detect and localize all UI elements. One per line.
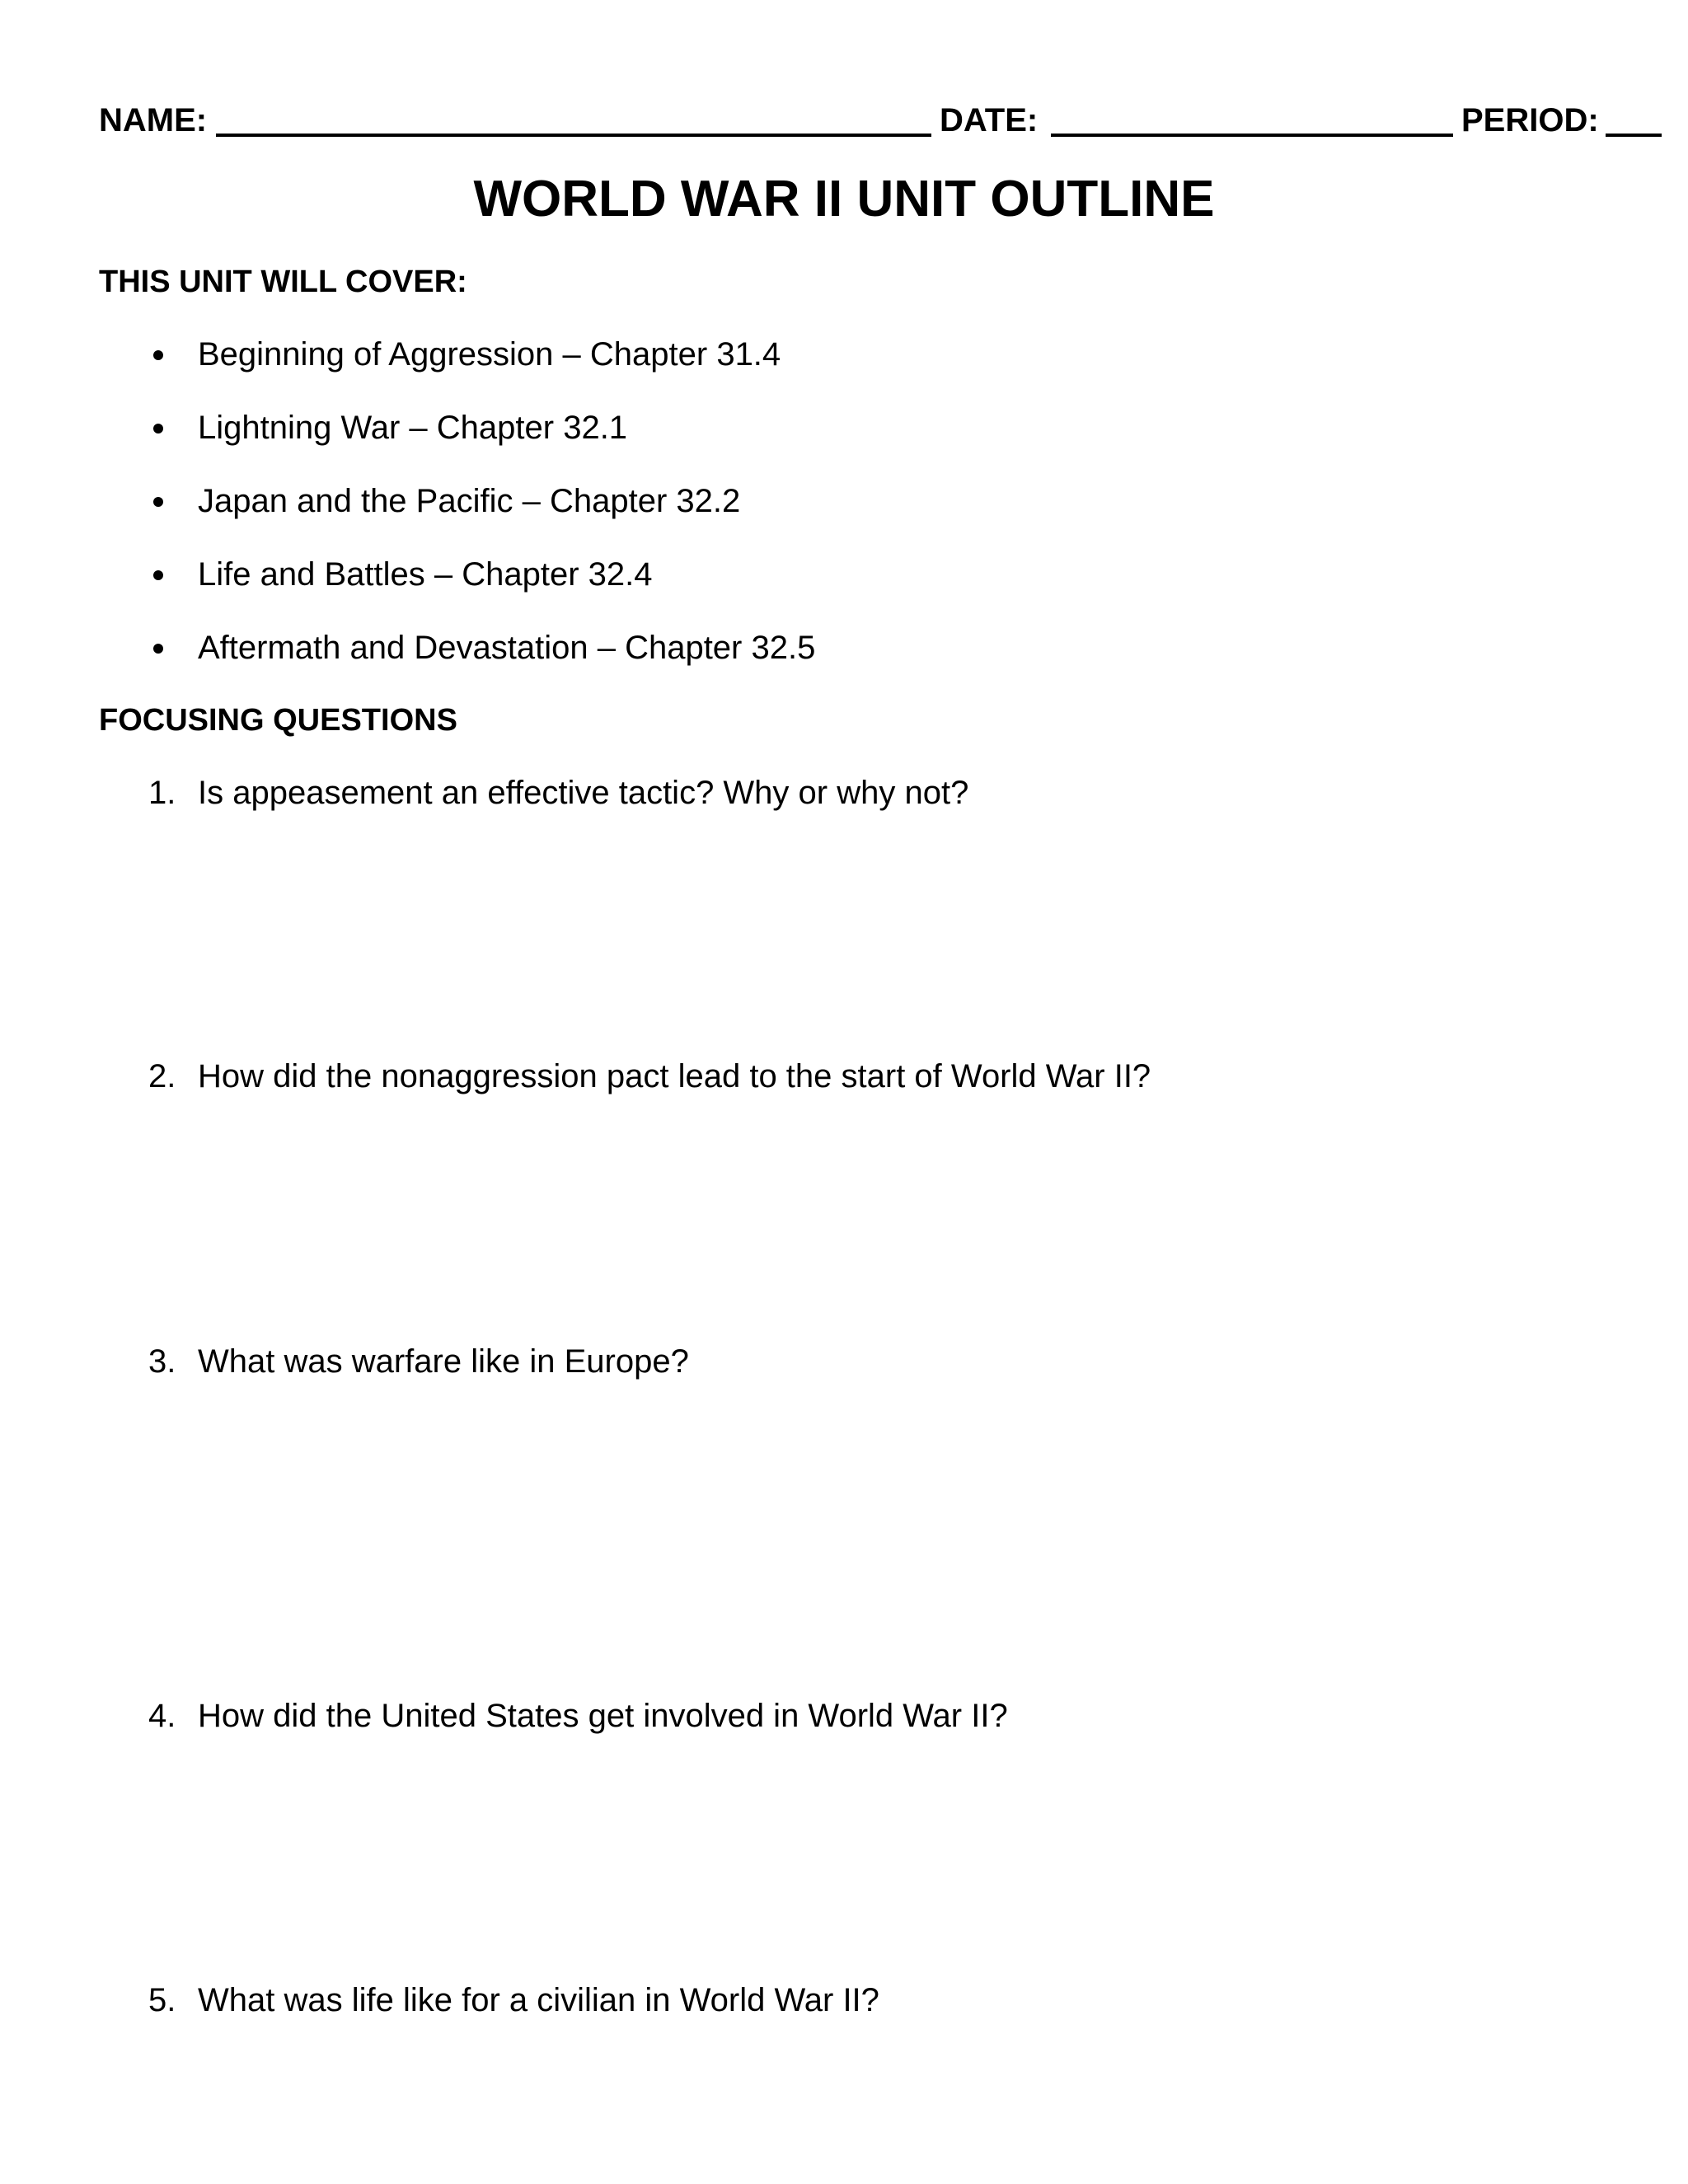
question-text: What was warfare like in Europe? [198,1343,689,1380]
bullet-icon [153,570,163,580]
focusing-heading: FOCUSING QUESTIONS [99,703,457,738]
list-item-text: Lightning War – Chapter 32.1 [198,410,628,446]
list-item-text: Aftermath and Devastation – Chapter 32.5 [198,630,816,666]
coverage-heading: THIS UNIT WILL COVER: [99,265,467,299]
period-label: PERIOD: [1461,102,1599,138]
bullet-icon [153,350,163,360]
question-number: 5. [148,1982,176,2018]
question-number: 3. [148,1343,176,1380]
bullet-icon [153,644,163,654]
student-info-line [99,97,1599,143]
list-item-text: Japan and the Pacific – Chapter 32.2 [198,483,741,519]
page-title: WORLD WAR II UNIT OUTLINE [473,171,1215,227]
question-number: 4. [148,1698,176,1734]
question-number: 2. [148,1058,176,1094]
question-text: How did the United States get involved in World War II? [198,1698,1008,1734]
date-label: DATE: [940,102,1039,138]
name-blank [216,134,931,137]
bullet-icon [153,424,163,434]
question-number: 1. [148,775,176,811]
list-item-text: Life and Battles – Chapter 32.4 [198,556,653,593]
period-blank [1606,134,1662,137]
question-text: What was life like for a civilian in World War II? [198,1982,879,2018]
list-item-text: Beginning of Aggression – Chapter 31.4 [198,336,781,373]
question-text: Is appeasement an effective tactic? Why or why not? [198,775,969,811]
bullet-icon [153,497,163,507]
question-text: How did the nonaggression pact lead to the start of World War II? [198,1058,1151,1094]
date-blank [1051,134,1453,137]
name-label: NAME: [99,102,208,138]
